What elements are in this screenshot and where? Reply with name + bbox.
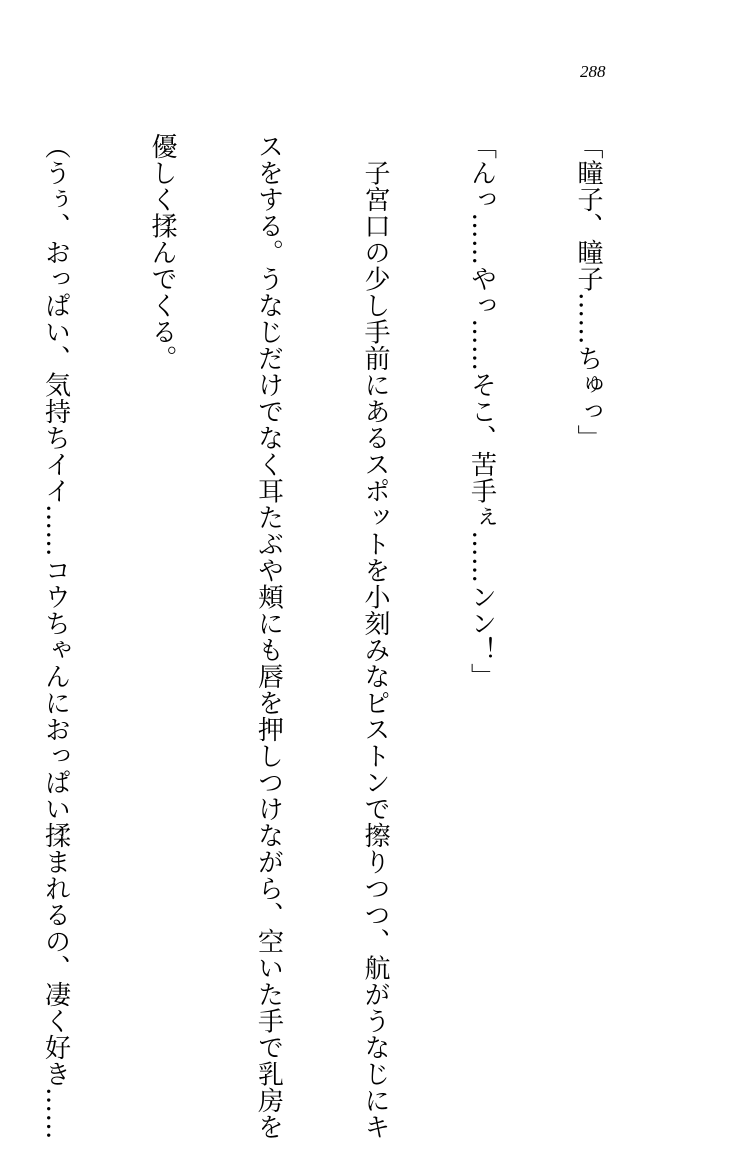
text-line: 「瞳子、瞳子……ちゅっ」 [573, 133, 603, 451]
page-number: 288 [580, 62, 606, 81]
text-line: スをする。うなじだけでなく耳たぶや頬にも唇を押しつけながら、空いた手で乳房を [253, 133, 284, 1140]
text-line: 「んっ……やっ……そこ、苦手ぇ……ンン！」 [466, 133, 497, 690]
body-text [40, 133, 676, 1140]
text-line: （うぅ、おっぱい、気持ちイイ……コウちゃんにおっぱい揉まれるの、凄く好き…… [40, 133, 71, 1140]
text-line: 子宮口の少し手前にあるスポットを小刻みなピストンで擦りつつ、航がうなじにキ [360, 133, 390, 1140]
text-line: 優しく揉んでくる。 [147, 133, 177, 372]
